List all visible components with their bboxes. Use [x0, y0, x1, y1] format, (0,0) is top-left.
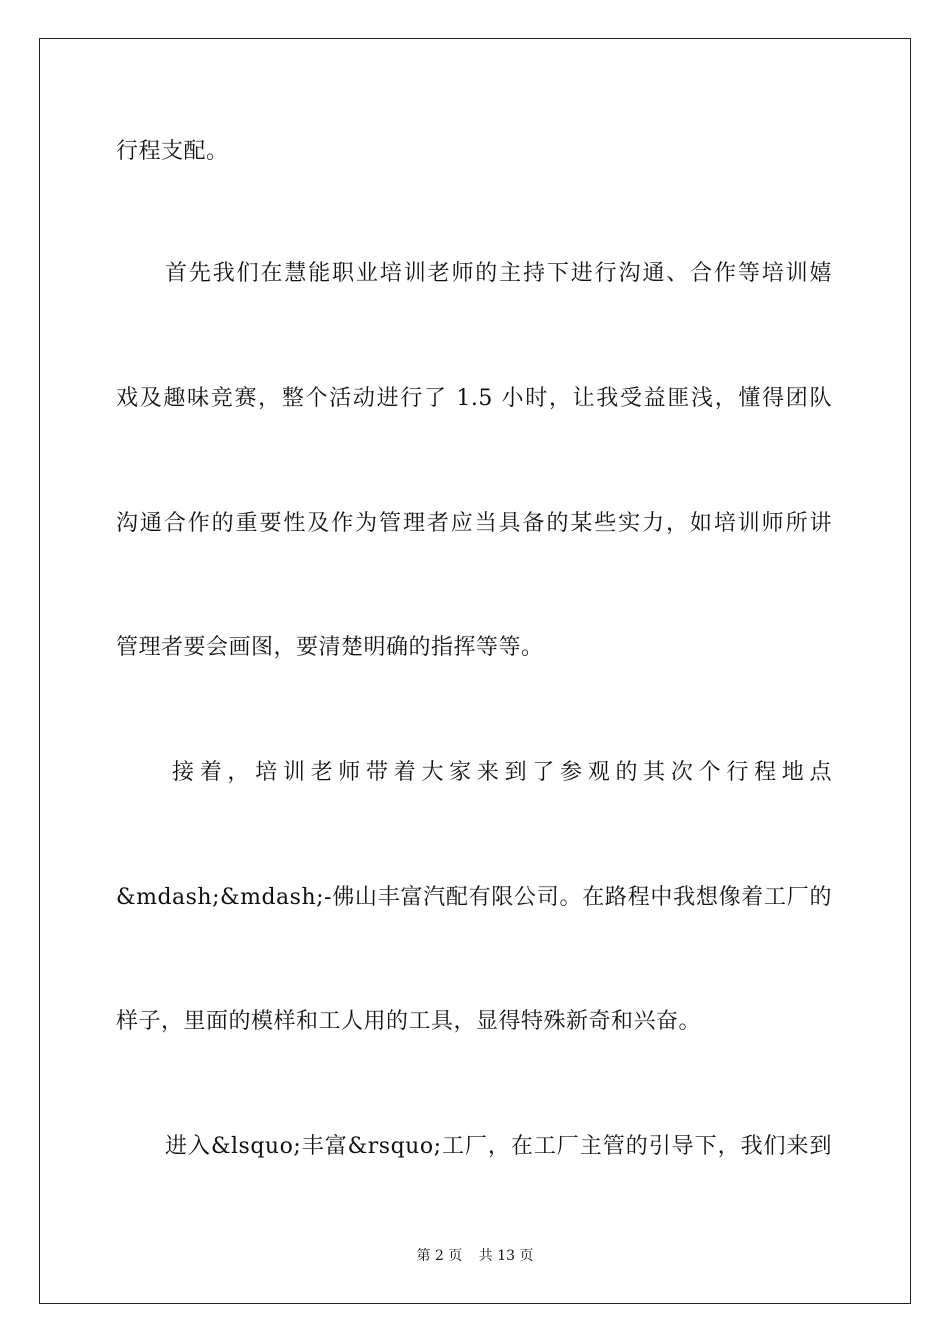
- text-line-6: 接着，培训老师带着大家来到了参观的其次个行程地点: [172, 760, 832, 785]
- text-line-1: 行程支配。: [116, 139, 229, 164]
- page-total: 共 13 页: [478, 1248, 534, 1264]
- text-line-3: 戏及趣味竞赛，整个活动进行了 1.5 小时，让我受益匪浅，懂得团队: [116, 386, 832, 411]
- page-number: 第 2 页: [416, 1248, 463, 1264]
- page-frame: [39, 38, 911, 1304]
- page-footer: [0, 1247, 950, 1265]
- text-line-7: &mdash;&mdash;-佛山丰富汽配有限公司。在路程中我想像着工厂的: [116, 885, 832, 910]
- text-line-9: 进入&lsquo;丰富&rsquo;工厂，在工厂主管的引导下，我们来到: [165, 1134, 832, 1159]
- text-line-2: 首先我们在慧能职业培训老师的主持下进行沟通、合作等培训嬉: [165, 261, 832, 286]
- text-line-5: 管理者要会画图，要清楚明确的指挥等等。: [116, 635, 544, 660]
- text-line-8: 样子，里面的模样和工人用的工具，显得特殊新奇和兴奋。: [116, 1009, 702, 1034]
- text-line-4: 沟通合作的重要性及作为管理者应当具备的某些实力，如培训师所讲: [116, 511, 832, 536]
